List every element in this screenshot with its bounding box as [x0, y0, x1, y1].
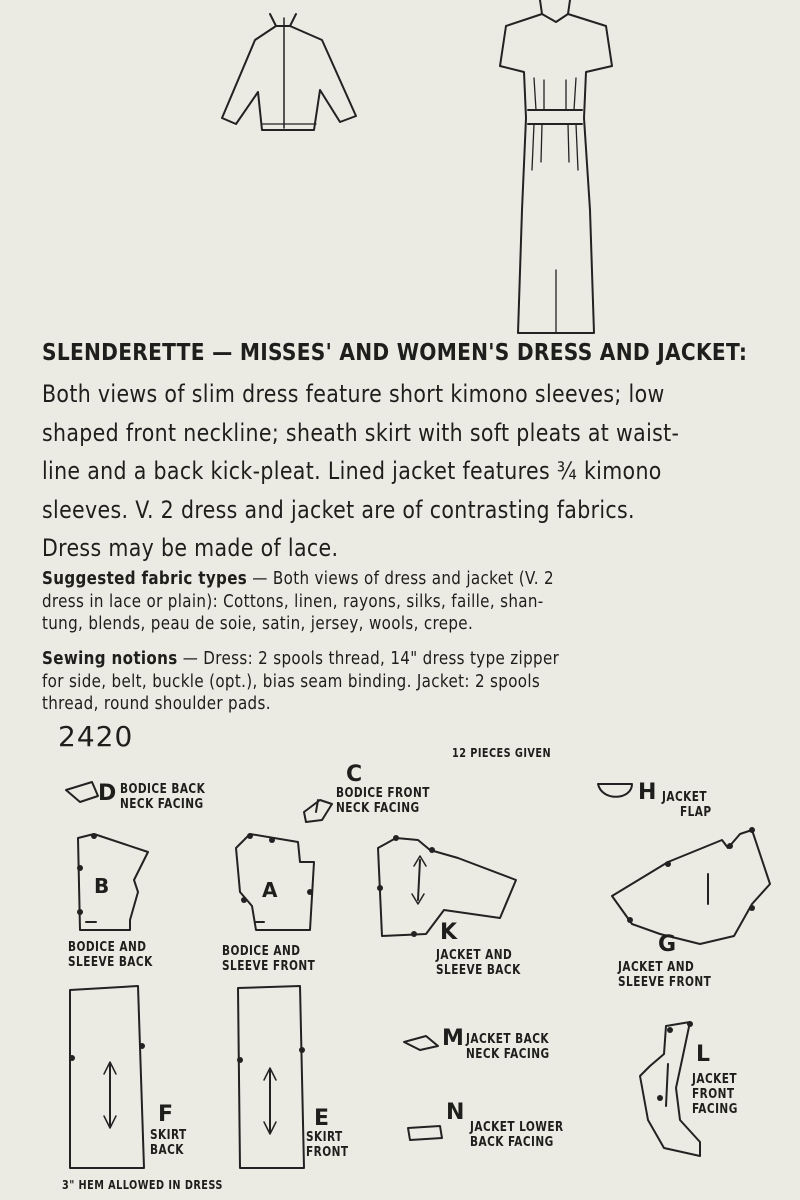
description-line: Both views of slim dress feature short kimono sleeves; low	[42, 380, 665, 408]
piece-e-shape	[238, 986, 304, 1168]
description-line: line and a back kick-pleat. Lined jacket features ¾ kimono	[42, 457, 662, 485]
pattern-heading: SLENDERETTE — MISSES' AND WOMEN'S DRESS AND JACKET:	[42, 338, 748, 366]
piece-label-l: JACKET FRONT FACING	[692, 1072, 738, 1117]
piece-letter-c: C	[346, 762, 363, 787]
pattern-number: 2420	[58, 720, 134, 753]
piece-letter-k: K	[440, 920, 458, 945]
piece-label-g: JACKET AND SLEEVE FRONT	[618, 960, 712, 990]
notions-text: thread, round shoulder pads.	[42, 693, 271, 714]
piece-n-shape	[408, 1126, 442, 1140]
piece-label-h: JACKET FLAP	[662, 790, 712, 820]
piece-f-shape	[70, 986, 144, 1168]
piece-label-e: SKIRT FRONT	[306, 1130, 349, 1160]
piece-letter-n: N	[446, 1100, 465, 1125]
pattern-description	[42, 375, 794, 568]
pieces-given: 12 PIECES GIVEN	[452, 746, 552, 760]
piece-l-shape	[640, 1022, 700, 1156]
piece-label-f: SKIRT BACK	[150, 1128, 187, 1158]
notions-label: Sewing notions	[42, 648, 178, 669]
piece-letter-e: E	[314, 1106, 330, 1131]
fabric-text: tung, blends, peau de soie, satin, jersey, wools, crepe.	[42, 613, 474, 634]
sewing-notions	[42, 648, 781, 716]
piece-label-a: BODICE AND SLEEVE FRONT	[222, 944, 316, 974]
piece-letter-g: G	[658, 932, 677, 957]
piece-letter-b: B	[94, 874, 110, 898]
fabric-label: Suggested fabric types	[42, 568, 248, 589]
piece-letter-h: H	[638, 780, 657, 805]
description-line: shaped front neckline; sheath skirt with soft pleats at waist-	[42, 418, 680, 447]
piece-b-shape	[78, 834, 148, 930]
piece-letter-l: L	[696, 1042, 711, 1067]
piece-label-m: JACKET BACK NECK FACING	[466, 1032, 550, 1062]
piece-label-c: BODICE FRONT NECK FACING	[336, 786, 430, 816]
description-line: Dress may be made of lace.	[42, 534, 339, 562]
piece-letter-a: A	[262, 878, 278, 902]
dress-illustration	[500, 0, 612, 333]
piece-h-shape	[598, 784, 632, 797]
piece-d-shape	[66, 782, 98, 802]
jacket-back-illustration	[222, 14, 356, 130]
fabric-text: — Both views of dress and jacket (V. 2	[247, 568, 554, 589]
fabric-types	[42, 568, 781, 636]
piece-c-shape	[304, 800, 332, 822]
notions-text: — Dress: 2 spools thread, 14" dress type zipper	[177, 648, 560, 669]
piece-letter-f: F	[158, 1102, 174, 1127]
piece-label-k: JACKET AND SLEEVE BACK	[436, 948, 521, 978]
piece-label-n: JACKET LOWER BACK FACING	[470, 1120, 564, 1150]
piece-label-d: BODICE BACK NECK FACING	[120, 782, 206, 812]
piece-g-shape	[612, 830, 770, 944]
piece-letter-m: M	[442, 1026, 464, 1051]
hem-note: 3" HEM ALLOWED IN DRESS	[62, 1178, 223, 1192]
notions-text: for side, belt, buckle (opt.), bias seam binding. Jacket: 2 spools	[42, 670, 541, 692]
piece-label-b: BODICE AND SLEEVE BACK	[68, 940, 153, 970]
piece-m-shape	[404, 1036, 438, 1050]
piece-letter-d: D	[98, 781, 117, 806]
description-line: sleeves. V. 2 dress and jacket are of contrasting fabrics.	[42, 495, 635, 524]
fabric-text: dress in lace or plain): Cottons, linen, rayons, silks, faille, shan-	[42, 590, 544, 612]
